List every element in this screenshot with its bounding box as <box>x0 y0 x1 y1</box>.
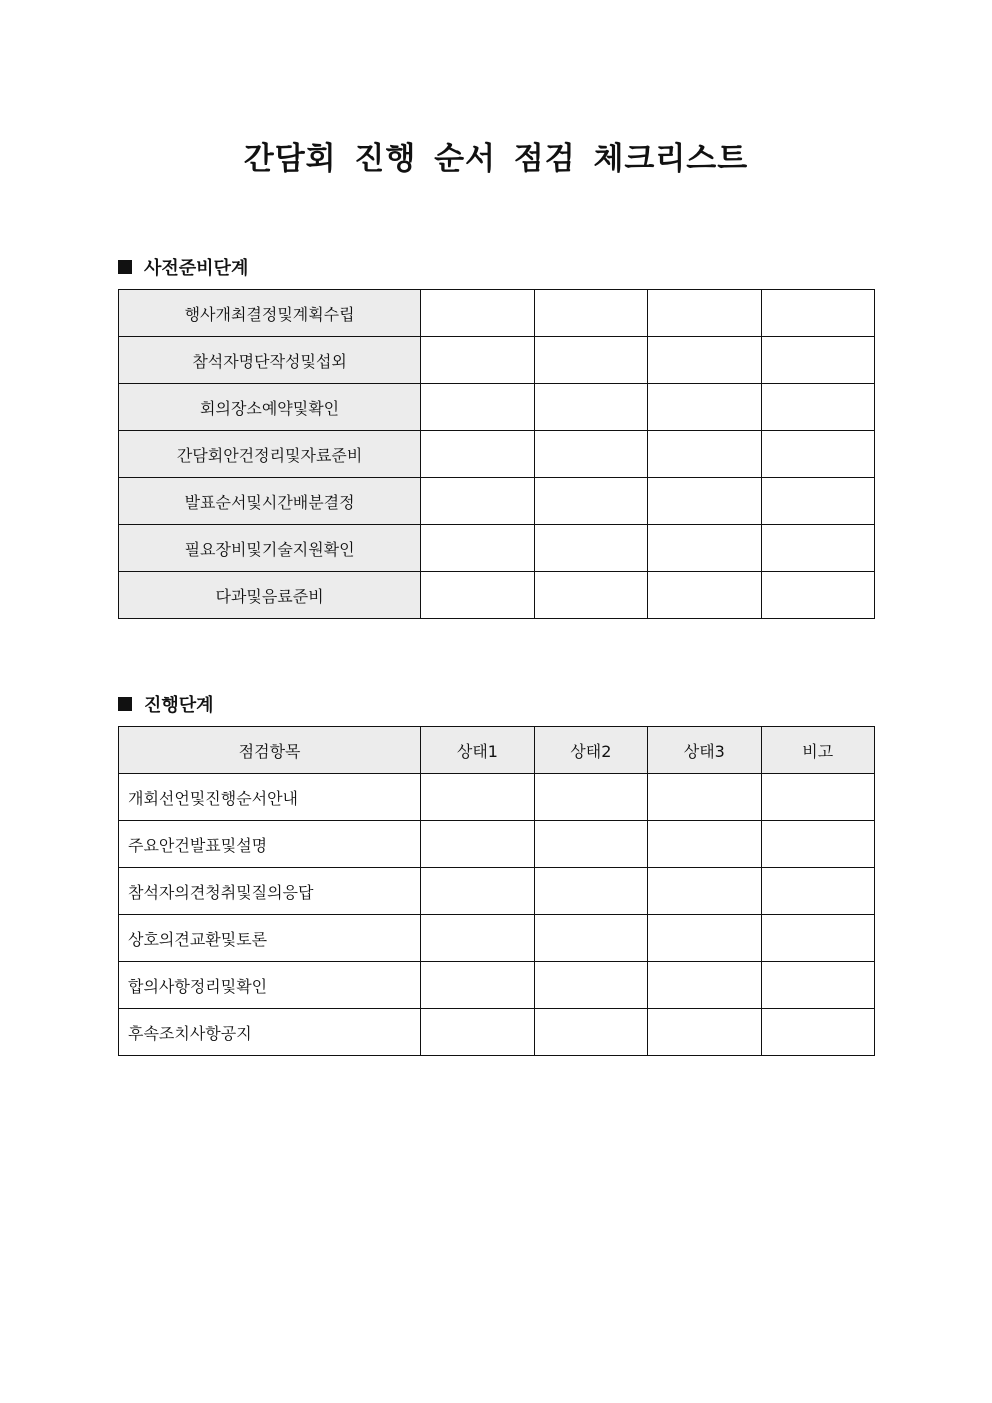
section-heading-preparation <box>118 254 248 280</box>
status-cell[interactable] <box>421 478 534 525</box>
checklist-item: 행사개최결정및계획수립 <box>119 290 421 337</box>
status-cell[interactable] <box>421 525 534 572</box>
section-heading-label: 진행단계 <box>144 695 214 716</box>
checklist-item: 간담회안건정리및자료준비 <box>119 431 421 478</box>
status-cell[interactable] <box>534 384 647 431</box>
status-cell[interactable] <box>534 1009 647 1056</box>
status-cell[interactable] <box>648 431 761 478</box>
status-cell[interactable] <box>648 774 761 821</box>
status-cell[interactable] <box>534 915 647 962</box>
status-cell[interactable] <box>421 774 534 821</box>
status-cell[interactable] <box>761 337 875 384</box>
table-row <box>119 572 875 619</box>
status-cell[interactable] <box>421 868 534 915</box>
checklist-item: 주요안건발표및설명 <box>119 821 421 868</box>
status-cell[interactable] <box>534 572 647 619</box>
status-cell[interactable] <box>648 337 761 384</box>
remarks-cell[interactable] <box>761 962 875 1009</box>
status-cell[interactable] <box>534 525 647 572</box>
status-cell[interactable] <box>648 572 761 619</box>
status-cell[interactable] <box>761 384 875 431</box>
column-header-status2: 상태2 <box>534 727 647 774</box>
remarks-cell[interactable] <box>761 1009 875 1056</box>
status-cell[interactable] <box>421 821 534 868</box>
progress-checklist-table <box>118 726 875 1056</box>
status-cell[interactable] <box>534 868 647 915</box>
table-row <box>119 774 875 821</box>
column-header-status3: 상태3 <box>648 727 761 774</box>
column-header-item: 점검항목 <box>119 727 421 774</box>
remarks-cell[interactable] <box>761 774 875 821</box>
table-row <box>119 1009 875 1056</box>
column-header-status1: 상태1 <box>421 727 534 774</box>
checklist-item: 합의사항정리및확인 <box>119 962 421 1009</box>
status-cell[interactable] <box>421 915 534 962</box>
table-row <box>119 868 875 915</box>
status-cell[interactable] <box>761 525 875 572</box>
status-cell[interactable] <box>761 572 875 619</box>
document-title: 간담회 진행 순서 점검 체크리스트 <box>243 141 749 177</box>
status-cell[interactable] <box>534 337 647 384</box>
status-cell[interactable] <box>648 868 761 915</box>
status-cell[interactable] <box>421 962 534 1009</box>
status-cell[interactable] <box>648 290 761 337</box>
status-cell[interactable] <box>534 290 647 337</box>
status-cell[interactable] <box>648 478 761 525</box>
checklist-item: 다과및음료준비 <box>119 572 421 619</box>
status-cell[interactable] <box>648 1009 761 1056</box>
status-cell[interactable] <box>421 290 534 337</box>
checklist-item: 필요장비및기술지원확인 <box>119 525 421 572</box>
checklist-item: 회의장소예약및확인 <box>119 384 421 431</box>
status-cell[interactable] <box>421 384 534 431</box>
status-cell[interactable] <box>648 962 761 1009</box>
square-bullet-icon <box>118 697 132 711</box>
table-row <box>119 525 875 572</box>
table-row <box>119 337 875 384</box>
checklist-item: 참석자의견청취및질의응답 <box>119 868 421 915</box>
status-cell[interactable] <box>648 384 761 431</box>
table-row <box>119 821 875 868</box>
status-cell[interactable] <box>648 525 761 572</box>
status-cell[interactable] <box>534 431 647 478</box>
table-header-row <box>119 727 875 774</box>
section-heading-progress <box>118 691 214 717</box>
status-cell[interactable] <box>761 478 875 525</box>
checklist-item: 발표순서및시간배분결정 <box>119 478 421 525</box>
status-cell[interactable] <box>534 821 647 868</box>
status-cell[interactable] <box>648 915 761 962</box>
table-row <box>119 290 875 337</box>
square-bullet-icon <box>118 260 132 274</box>
remarks-cell[interactable] <box>761 821 875 868</box>
checklist-item: 개회선언및진행순서안내 <box>119 774 421 821</box>
checklist-item: 상호의견교환및토론 <box>119 915 421 962</box>
table-row <box>119 915 875 962</box>
section-heading-label: 사전준비단계 <box>144 258 249 279</box>
preparation-checklist-table <box>118 289 875 619</box>
status-cell[interactable] <box>534 774 647 821</box>
status-cell[interactable] <box>421 572 534 619</box>
table-row <box>119 384 875 431</box>
status-cell[interactable] <box>421 337 534 384</box>
remarks-cell[interactable] <box>761 868 875 915</box>
status-cell[interactable] <box>421 431 534 478</box>
checklist-item: 참석자명단작성및섭외 <box>119 337 421 384</box>
status-cell[interactable] <box>648 821 761 868</box>
table-row <box>119 962 875 1009</box>
status-cell[interactable] <box>761 431 875 478</box>
status-cell[interactable] <box>534 478 647 525</box>
table-row <box>119 431 875 478</box>
status-cell[interactable] <box>761 290 875 337</box>
status-cell[interactable] <box>534 962 647 1009</box>
table-row <box>119 478 875 525</box>
column-header-remarks: 비고 <box>761 727 875 774</box>
checklist-item: 후속조치사항공지 <box>119 1009 421 1056</box>
remarks-cell[interactable] <box>761 915 875 962</box>
status-cell[interactable] <box>421 1009 534 1056</box>
